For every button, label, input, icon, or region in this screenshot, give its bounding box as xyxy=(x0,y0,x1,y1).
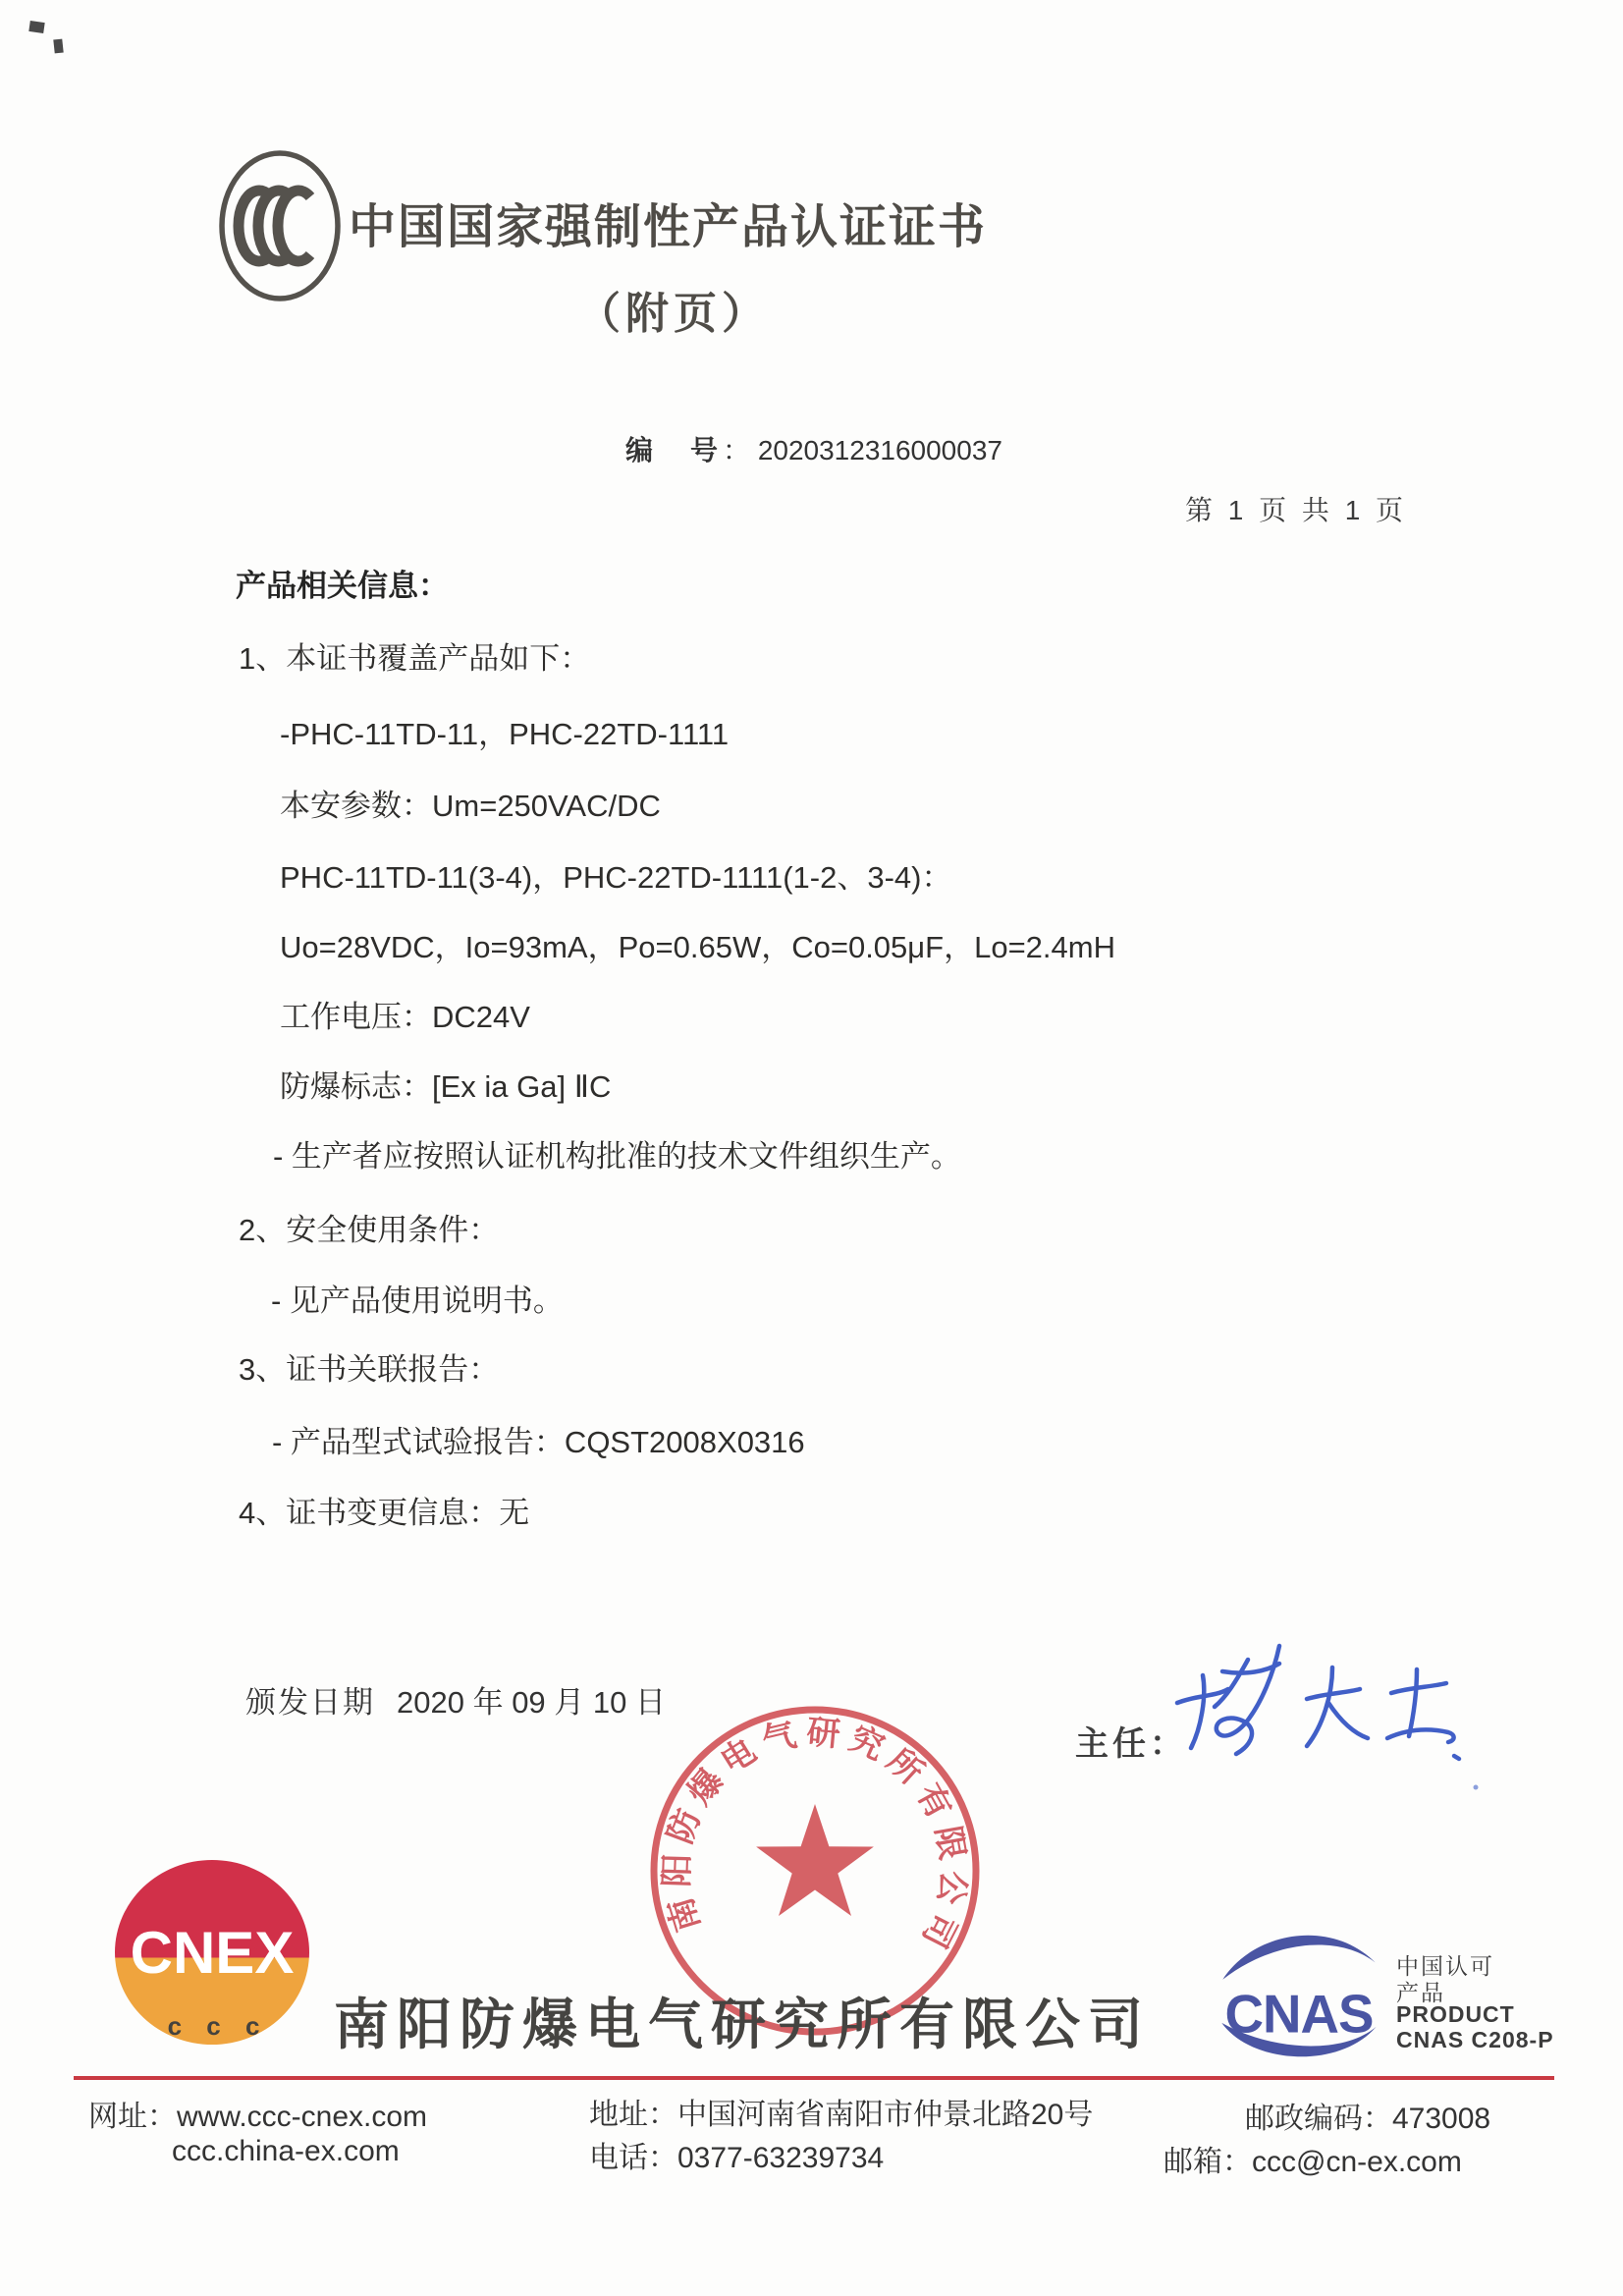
cnas-caption-en1: PRODUCT xyxy=(1396,2001,1515,2027)
page-count: 第 1 页 共 1 页 xyxy=(1185,495,1408,525)
website-url-1: www.ccc-cnex.com xyxy=(177,2101,428,2133)
footer-website-line2 xyxy=(172,2135,400,2168)
body-line: 2、安全使用条件： xyxy=(239,1213,500,1247)
section-title: 产品相关信息： xyxy=(236,569,449,603)
email-value: ccc@cn-ex.com xyxy=(1252,2146,1462,2178)
certificate-number-colon: ： xyxy=(723,435,751,465)
website-label: 网址： xyxy=(88,2101,177,2133)
footer-divider xyxy=(74,2076,1554,2080)
certificate-number-label: 编 号 xyxy=(625,435,724,465)
cnex-logo xyxy=(110,1858,318,2050)
postcode-label: 邮政编码： xyxy=(1245,2103,1392,2135)
page-subtitle: （附页） xyxy=(577,290,770,338)
cnas-wordmark: CNAS xyxy=(1224,1983,1374,2045)
postcode-value: 473008 xyxy=(1392,2103,1491,2135)
cnas-caption-en2: CNAS C208-P xyxy=(1396,2027,1554,2052)
cnex-wordmark: CNEX xyxy=(130,1920,295,1986)
director-signature xyxy=(1163,1638,1488,1805)
ccc-logo-icon xyxy=(216,147,346,306)
body-line: -PHC-11TD-11，PHC-22TD-1111 xyxy=(280,717,730,751)
footer-website-line1 xyxy=(88,2092,427,2135)
cnex-ccc-label: c c c xyxy=(167,2011,269,2041)
footer-phone-line xyxy=(589,2133,884,2176)
body-line: - 产品型式试验报告：CQST2008X0316 xyxy=(272,1425,805,1459)
phone-value: 0377-63239734 xyxy=(677,2142,885,2174)
certificate-number-value: 2020312316000037 xyxy=(757,435,1002,465)
phone-label: 电话： xyxy=(589,2142,677,2174)
body-line: 1、本证书覆盖产品如下： xyxy=(239,641,591,676)
website-url-2: ccc.china-ex.com xyxy=(172,2135,400,2167)
email-label: 邮箱： xyxy=(1163,2146,1252,2178)
body-line: 3、证书关联报告： xyxy=(239,1352,500,1387)
director-label: 主任： xyxy=(1075,1725,1187,1763)
address-value: 中国河南省南阳市仲景北路20号 xyxy=(677,2099,1094,2131)
issue-date-line xyxy=(245,1677,666,1722)
issuer-company-name: 南阳防爆电气研究所有限公司 xyxy=(334,1994,1151,2055)
body-line: 防爆标志：[Ex ia Ga] ⅡC xyxy=(280,1069,612,1104)
certificate-number-line xyxy=(625,429,1002,468)
page-title: 中国国家强制性产品认证证书 xyxy=(349,201,988,253)
seal-star-icon xyxy=(756,1804,874,1916)
body-line: 工作电压：DC24V xyxy=(280,1000,530,1034)
cnas-caption-cn1: 中国认可 xyxy=(1396,1953,1494,1979)
issue-date-value: 2020 年 09 月 10 日 xyxy=(397,1685,666,1720)
footer-address-line xyxy=(589,2090,1093,2133)
body-line: 本安参数：Um=250VAC/DC xyxy=(280,789,661,823)
body-line: - 见产品使用说明书。 xyxy=(271,1284,564,1318)
footer-email-line xyxy=(1163,2137,1462,2180)
cnas-caption-cn2: 产品 xyxy=(1396,1980,1445,2005)
cnas-logo xyxy=(1217,1927,1380,2066)
seal-text: 南阳防爆电气研究所有限公司 xyxy=(658,1713,973,1961)
address-label: 地址： xyxy=(589,2099,677,2131)
scan-artifact xyxy=(53,39,63,54)
issue-date-label: 颁发日期 xyxy=(245,1685,375,1720)
body-line: Uo=28VDC，Io=93mA，Po=0.65W，Co=0.05μF，Lo=2.4mH xyxy=(280,930,1115,964)
body-line: 4、证书变更信息：无 xyxy=(239,1496,530,1530)
body-line: PHC-11TD-11(3-4)，PHC-22TD-1111(1-2、3-4)： xyxy=(280,860,952,895)
scan-artifact xyxy=(28,21,44,33)
footer-postcode-line xyxy=(1245,2094,1490,2137)
body-line: - 生产者应按照认证机构批准的技术文件组织生产。 xyxy=(273,1139,961,1174)
